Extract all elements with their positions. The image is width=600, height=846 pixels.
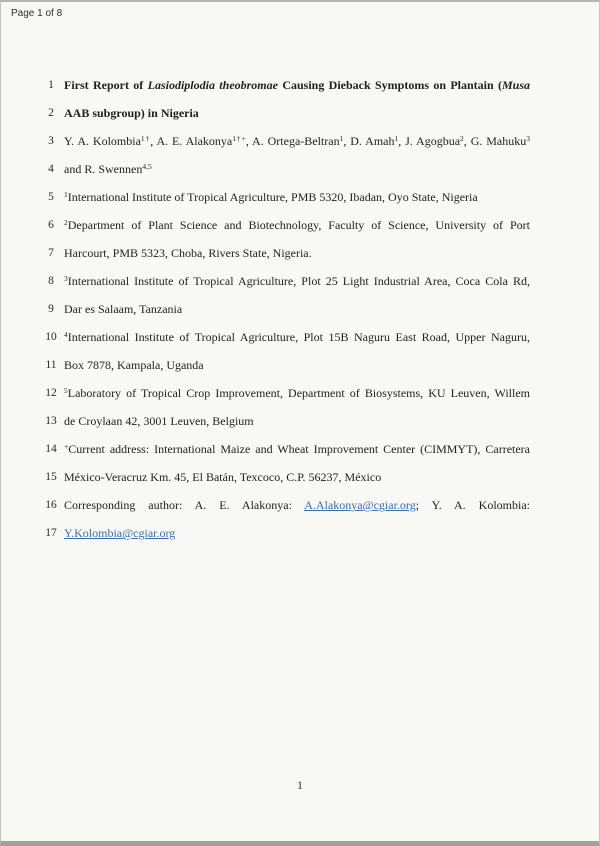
text-segment: First Report of bbox=[64, 78, 148, 92]
text-segment: Current address: International Maize and Wheat Improvement Center (CIMMYT), Carretera bbox=[68, 442, 530, 456]
text-segment: + bbox=[64, 441, 69, 451]
manuscript-line bbox=[1, 99, 600, 127]
line-number: 14 bbox=[45, 443, 57, 455]
text-segment: AAB subgroup) in Nigeria bbox=[64, 106, 199, 120]
text-segment: 3 bbox=[64, 273, 68, 283]
text-segment: Harcourt, PMB 5323, Choba, Rivers State, Nigeria. bbox=[64, 246, 312, 260]
text-segment: México-Veracruz Km. 45, El Batán, Texcoco, C.P. 56237, México bbox=[64, 470, 382, 484]
line-number: 4 bbox=[48, 163, 54, 175]
manuscript-line bbox=[1, 155, 600, 183]
text-segment: 4 bbox=[64, 329, 68, 339]
manuscript-line bbox=[1, 127, 600, 155]
text-segment: International Institute of Tropical Agriculture, PMB 5320, Ibadan, Oyo State, Nigeria bbox=[67, 190, 478, 204]
text-segment: , A. E. Alakonya bbox=[150, 134, 233, 148]
line-text bbox=[64, 127, 530, 155]
text-segment: International Institute of Tropical Agriculture, Plot 15B Naguru East Road, Upper Naguru, bbox=[67, 330, 530, 344]
line-text bbox=[64, 211, 530, 239]
text-segment: 2 bbox=[460, 133, 464, 143]
line-text bbox=[64, 267, 530, 295]
text-segment: and R. Swennen bbox=[64, 162, 143, 176]
line-text bbox=[64, 295, 530, 323]
text-segment: 1 bbox=[339, 133, 344, 143]
text-segment: Causing Dieback Symptoms on Plantain ( bbox=[277, 78, 502, 92]
line-number: 7 bbox=[48, 247, 54, 259]
manuscript-line bbox=[1, 323, 600, 351]
line-text bbox=[64, 323, 530, 351]
line-text bbox=[64, 519, 530, 547]
line-text bbox=[64, 239, 530, 267]
line-number: 17 bbox=[45, 527, 57, 539]
manuscript-line bbox=[1, 211, 600, 239]
line-text bbox=[64, 491, 530, 519]
manuscript-line bbox=[1, 351, 600, 379]
text-segment: 4,5 bbox=[142, 161, 152, 171]
text-segment: , G. Mahuku bbox=[463, 134, 527, 148]
text-segment: , D. Amah bbox=[343, 134, 395, 148]
line-number: 2 bbox=[48, 107, 54, 119]
manuscript-line bbox=[1, 519, 600, 547]
manuscript-lines bbox=[1, 71, 600, 547]
manuscript-line bbox=[1, 239, 600, 267]
text-segment: Dar es Salaam, Tanzania bbox=[64, 302, 183, 316]
text-segment: , A. Ortega-Beltran bbox=[245, 134, 340, 148]
text-segment: 5 bbox=[64, 385, 68, 395]
line-text bbox=[64, 407, 530, 435]
line-text bbox=[64, 435, 530, 463]
line-text bbox=[64, 351, 530, 379]
text-segment: , J. Agogbua bbox=[398, 134, 461, 148]
line-text bbox=[64, 155, 530, 183]
text-segment: Corresponding author: A. E. Alakonya: bbox=[64, 498, 305, 512]
text-segment: ; Y. A. Kolombia: bbox=[415, 498, 530, 512]
line-number: 6 bbox=[48, 219, 54, 231]
manuscript-line bbox=[1, 71, 600, 99]
manuscript-line bbox=[1, 295, 600, 323]
text-segment: Y. A. Kolombia bbox=[64, 134, 141, 148]
footer-page-number: 1 bbox=[297, 778, 303, 792]
text-segment: 1 bbox=[394, 133, 399, 143]
text-segment: 2 bbox=[64, 217, 68, 227]
manuscript-line bbox=[1, 435, 600, 463]
manuscript-line bbox=[1, 491, 600, 519]
line-number: 5 bbox=[48, 191, 54, 203]
email-link[interactable]: Y.Kolombia@cgiar.org bbox=[64, 526, 176, 540]
text-segment: Department of Plant Science and Biotechnology, Faculty of Science, University of Port bbox=[67, 218, 530, 232]
manuscript-line bbox=[1, 407, 600, 435]
line-number: 13 bbox=[45, 415, 57, 427]
page-indicator: Page 1 of 8 bbox=[11, 8, 63, 19]
line-text bbox=[64, 379, 530, 407]
manuscript-line bbox=[1, 379, 600, 407]
line-number: 10 bbox=[45, 331, 57, 343]
line-text bbox=[64, 99, 530, 127]
line-number: 8 bbox=[48, 275, 54, 287]
text-segment: 1† bbox=[140, 133, 151, 143]
text-segment: 1†+ bbox=[232, 133, 246, 143]
line-number: 15 bbox=[45, 471, 57, 483]
line-number: 12 bbox=[45, 387, 57, 399]
text-segment: de Croylaan 42, 3001 Leuven, Belgium bbox=[64, 414, 254, 428]
text-segment: Laboratory of Tropical Crop Improvement, Department of Biosystems, KU Leuven, Willem bbox=[67, 386, 530, 400]
text-segment: Box 7878, Kampala, Uganda bbox=[64, 358, 204, 372]
line-number: 1 bbox=[48, 79, 54, 91]
line-text bbox=[64, 183, 530, 211]
line-text bbox=[64, 463, 530, 491]
email-link[interactable]: A.Alakonya@cgiar.org bbox=[304, 498, 416, 512]
text-segment: International Institute of Tropical Agriculture, Plot 25 Light Industrial Area, Coca Cola Rd, bbox=[67, 274, 530, 288]
line-number: 9 bbox=[48, 303, 54, 315]
manuscript-line bbox=[1, 463, 600, 491]
line-text bbox=[64, 71, 530, 99]
manuscript-line bbox=[1, 267, 600, 295]
line-number: 11 bbox=[45, 359, 57, 371]
text-segment: 3 bbox=[526, 133, 531, 143]
text-segment: Musa bbox=[502, 78, 531, 92]
line-number: 16 bbox=[45, 499, 57, 511]
manuscript-line bbox=[1, 183, 600, 211]
text-segment: Lasiodiplodia theobromae bbox=[147, 78, 278, 92]
text-segment: 1 bbox=[64, 189, 68, 199]
line-number: 3 bbox=[48, 135, 54, 147]
